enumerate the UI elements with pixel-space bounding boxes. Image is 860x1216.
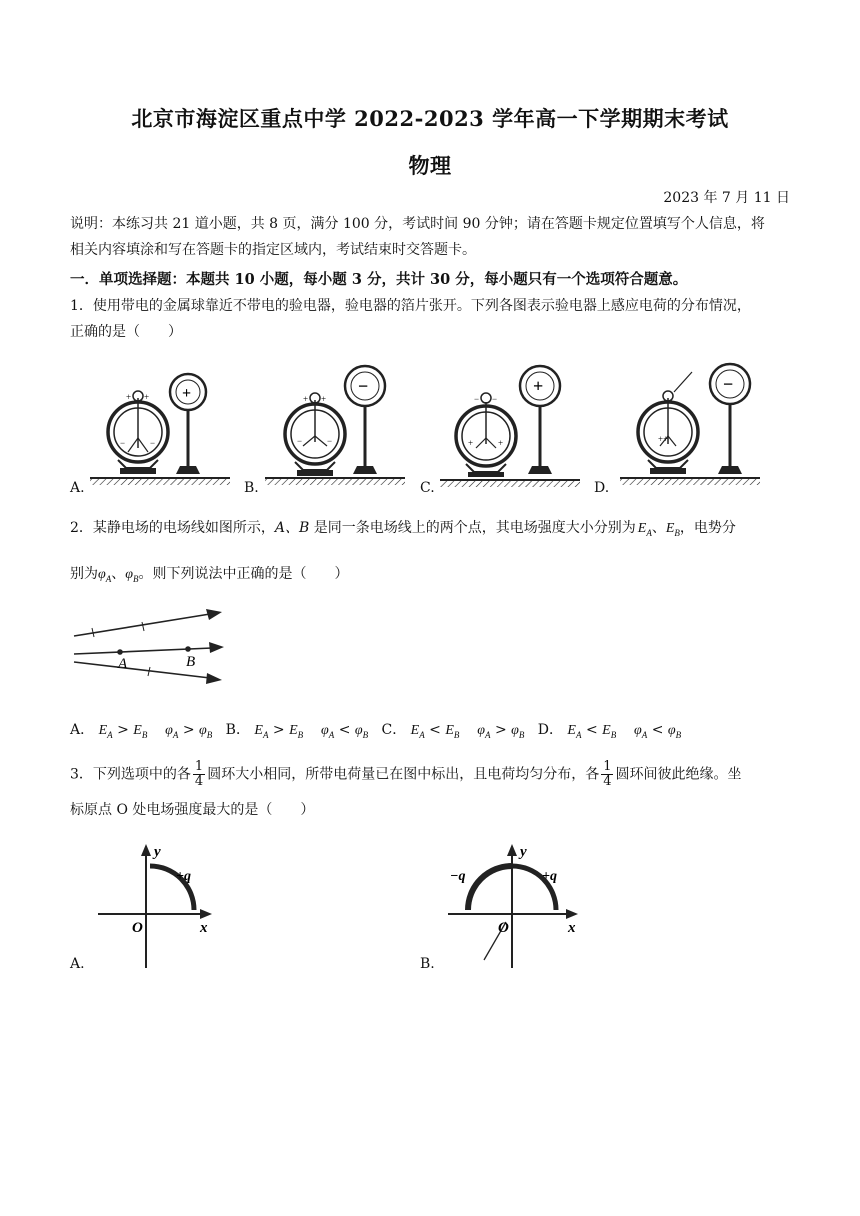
q2-option-b: B． $E_A > E_B$ $\varphi_A < \varphi_B$ (225, 722, 369, 740)
q3b-charge-neg: −q (450, 869, 466, 884)
svg-text:+: + (321, 394, 327, 404)
svg-text:+: + (498, 438, 504, 448)
svg-text:−: − (492, 394, 498, 404)
q3-stem-line-1: 3．下列选项中的各 $\frac{1}{4}$ 圆环大小相同，所带电荷量已在图中标出，且电荷均匀分布，各 $\frac{1}{4}$ 圆环间彼此绝缘。坐 (70, 759, 742, 789)
q1-figure-c (440, 366, 580, 487)
q3b-axis-y: y (520, 844, 527, 860)
q1c-sphere-sign: + (533, 376, 544, 396)
exam-title: 北京市海淀区重点中学 2022-2023 学年高一下学期期末考试 (131, 106, 729, 131)
subject-title: 物理 (408, 153, 452, 178)
svg-text:−: − (474, 394, 480, 404)
q3a-charge-label: +q (176, 869, 191, 884)
q1-option-c-label: C. (420, 480, 435, 496)
q1a-sphere-sign: + (182, 385, 192, 402)
svg-text:−: − (297, 436, 303, 446)
q3a-origin: O (132, 920, 143, 936)
q2-option-a: A． $E_A > E_B$ $\varphi_A > \varphi_B$ (70, 722, 213, 740)
fraction-quarter-2: $\frac{1}{4}$ (603, 759, 612, 789)
q1-option-d-label: D. (594, 480, 610, 496)
q2-stem-line-2: 别为$\varphi_A$、$\varphi_B$。则下列说法中正确的是（ ） (70, 566, 349, 584)
q2-field-lines-figure (70, 606, 230, 690)
q1-stem-line-1: 1．使用带电的金属球靠近不带电的验电器，验电器的箔片张开。下列各图表示验电器上感应电荷的分布情况， (70, 298, 751, 314)
q3-option-b-label: B. (420, 956, 435, 972)
q3-option-a-label: A. (70, 956, 85, 972)
q3a-axis-y: y (154, 844, 161, 860)
svg-text:−: − (120, 438, 126, 448)
svg-text:+: + (126, 392, 132, 402)
q1-figure-b (265, 366, 405, 485)
instructions-line-1: 说明：本练习共 21 道小题，共 8 页，满分 100 分，考试时间 90 分钟；请在答题卡规定位置填写个人信息，将 (70, 216, 765, 232)
q1d-sphere-sign: − (723, 374, 734, 394)
q3-stem-line-2: 标原点 O 处电场强度最大的是（ ） (70, 802, 315, 818)
q2-stem-line-1: 2．某静电场的电场线如图所示，A、B 是同一条电场线上的两个点，其电场强度大小分别为 $E_A$、$E_B$，电势分 (70, 520, 736, 538)
svg-text:++: ++ (658, 434, 669, 444)
q1-figures (60, 360, 800, 500)
q3-figure-a (90, 840, 220, 970)
svg-text:+: + (468, 438, 474, 448)
q1-option-a-label: A. (70, 480, 85, 496)
q2-option-c: C． $E_A < E_B$ $\varphi_A > \varphi_B$ (381, 722, 525, 740)
q3a-axis-x: x (200, 920, 208, 936)
svg-text:+: + (303, 394, 309, 404)
point-a-label: A (118, 656, 128, 672)
section-heading: 一．单项选择题：本题共 10 小题，每小题 3 分，共计 30 分，每小题只有一个选项符合题意。 (70, 271, 688, 288)
q1-stem-line-2: 正确的是（ ） (70, 324, 182, 340)
q1-figure-a (90, 374, 230, 485)
q2-options-row (70, 718, 681, 747)
fraction-quarter-1: $\frac{1}{4}$ (194, 759, 204, 789)
q3-figure-b (440, 840, 590, 970)
q1-option-b-label: B. (244, 480, 259, 496)
exam-date: 2023 年 7 月 11 日 (663, 190, 790, 206)
q2-option-d: D． $E_A < E_B$ $\varphi_A < \varphi_B$ (537, 722, 682, 740)
svg-text:+: + (144, 392, 150, 402)
q3b-charge-pos: +q (542, 869, 557, 884)
svg-text:−: − (327, 436, 333, 446)
q1-figure-d (620, 364, 760, 485)
instructions-line-2: 相关内容填涂和写在答题卡的指定区域内，考试结束时交答题卡。 (70, 242, 476, 258)
point-b-label: B (186, 654, 196, 670)
q1b-sphere-sign: − (358, 376, 369, 396)
q3b-origin: O (498, 920, 509, 936)
q3b-axis-x: x (568, 920, 576, 936)
svg-text:−: − (150, 438, 156, 448)
